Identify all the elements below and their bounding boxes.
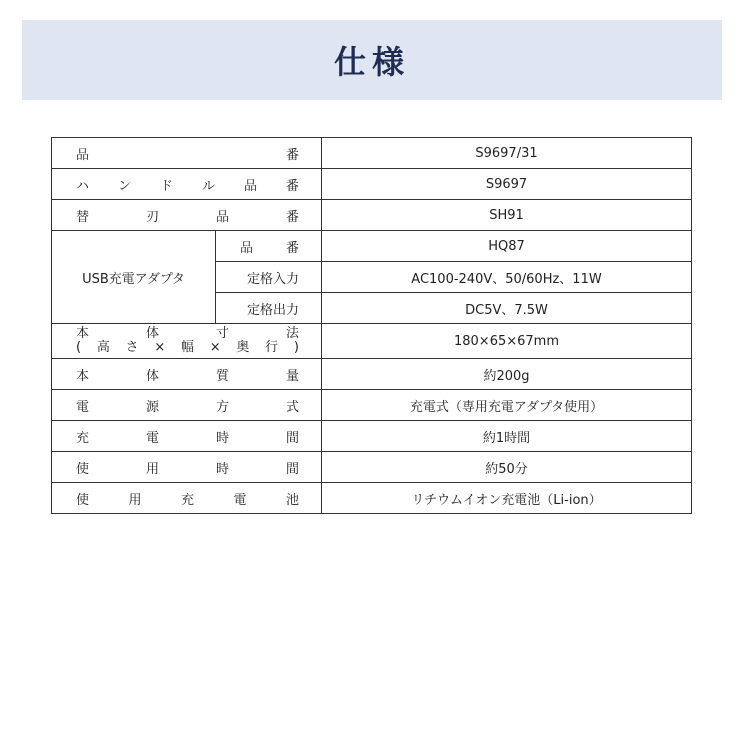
row-value: HQ87	[322, 231, 692, 262]
label-char: ×	[154, 340, 166, 355]
table-row	[52, 231, 692, 262]
sub-label	[216, 262, 322, 293]
table-row	[52, 138, 692, 169]
label-char: (	[76, 340, 82, 355]
label-char: 時	[215, 430, 229, 446]
label-char: 源	[145, 399, 159, 415]
row-value: 180×65×67mm	[322, 324, 692, 359]
label-char: 幅	[180, 340, 194, 355]
label-char: 充	[76, 430, 90, 446]
row-label	[52, 324, 322, 359]
label-char: ド	[159, 178, 173, 194]
row-value: 充電式（専用充電アダプタ使用）	[322, 390, 692, 421]
label-char: 電	[233, 492, 247, 508]
table-row	[52, 421, 692, 452]
row-value: 約200g	[322, 359, 692, 390]
table-row	[52, 324, 692, 359]
label-char: 替	[76, 209, 90, 225]
label-char: 番	[285, 209, 299, 225]
label-char: 本	[76, 326, 90, 341]
row-label	[52, 200, 322, 231]
row-label	[52, 390, 322, 421]
title-banner	[22, 20, 722, 100]
label-char: 品	[240, 240, 254, 256]
table-row	[52, 483, 692, 514]
spec-table	[51, 137, 692, 514]
label-char: 本	[76, 368, 90, 384]
label-text: 定格出力	[246, 302, 299, 318]
row-value: S9697	[322, 169, 692, 200]
label-char: 寸	[215, 326, 229, 341]
page-title: 仕様	[333, 43, 410, 81]
label-char: 用	[145, 461, 159, 477]
label-char: 体	[145, 368, 159, 384]
label-char: 時	[215, 461, 229, 477]
sub-label	[216, 293, 322, 324]
row-value: 約1時間	[322, 421, 692, 452]
label-char: 番	[285, 178, 299, 194]
table-row	[52, 452, 692, 483]
row-value: 約50分	[322, 452, 692, 483]
table-row	[52, 359, 692, 390]
row-label	[52, 421, 322, 452]
label-char: 番	[285, 147, 299, 163]
row-label	[52, 359, 322, 390]
row-value: S9697/31	[322, 138, 692, 169]
table-row	[52, 169, 692, 200]
label-char: 品	[76, 147, 90, 163]
label-char: 体	[145, 326, 159, 341]
sub-label	[216, 231, 322, 262]
label-char: 法	[285, 326, 299, 341]
label-char: )	[293, 340, 299, 355]
label-char: 電	[76, 399, 90, 415]
label-char: さ	[125, 340, 139, 355]
table-row	[52, 200, 692, 231]
label-char: 間	[285, 461, 299, 477]
label-char: 番	[285, 240, 299, 256]
label-char: 使	[76, 461, 90, 477]
label-char: ル	[201, 178, 215, 194]
label-char: 刃	[145, 209, 159, 225]
usb-adapter-label: USB充電アダプタ	[52, 231, 216, 324]
row-value: AC100-240V、50/60Hz、11W	[322, 262, 692, 293]
label-char: 電	[145, 430, 159, 446]
label-char: 式	[285, 399, 299, 415]
label-char: 品	[215, 209, 229, 225]
label-char: ハ	[76, 178, 90, 194]
label-text: 定格入力	[246, 271, 299, 287]
label-char: 充	[180, 492, 194, 508]
row-value: リチウムイオン充電池（Li-ion）	[322, 483, 692, 514]
row-value: SH91	[322, 200, 692, 231]
label-char: 量	[285, 368, 299, 384]
label-char: 方	[215, 399, 229, 415]
row-value: DC5V、7.5W	[322, 293, 692, 324]
row-label	[52, 169, 322, 200]
label-char: 間	[285, 430, 299, 446]
label-char: ン	[117, 178, 131, 194]
table-row	[52, 390, 692, 421]
label-char: ×	[209, 340, 221, 355]
label-char: 奥	[236, 340, 250, 355]
label-char: 高	[96, 340, 110, 355]
row-label	[52, 452, 322, 483]
label-char: 品	[243, 178, 257, 194]
row-label	[52, 483, 322, 514]
label-char: 池	[285, 492, 299, 508]
label-char: 行	[265, 340, 279, 355]
label-char: 使	[76, 492, 90, 508]
label-char: 用	[128, 492, 142, 508]
label-char: 質	[215, 368, 229, 384]
row-label	[52, 138, 322, 169]
